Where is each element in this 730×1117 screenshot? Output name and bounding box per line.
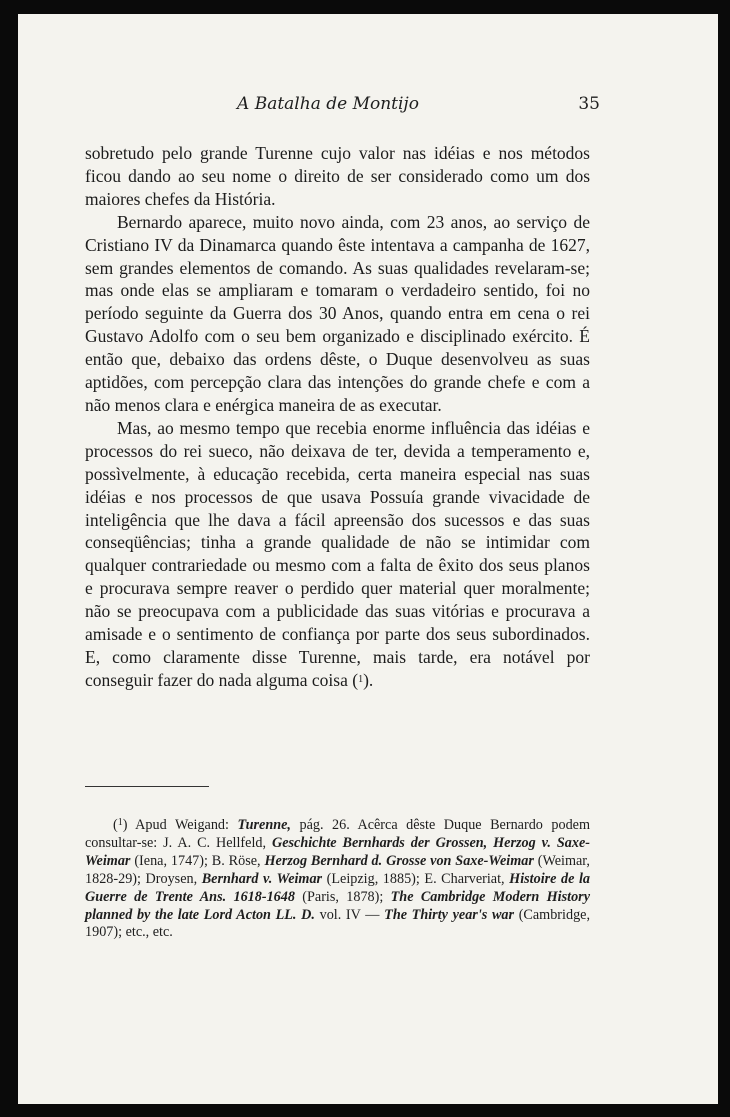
paragraph-1: sobretudo pelo grande Turenne cujo valor nas idéias e nos métodos ficou dando ao seu nome o direito de ser considerado como um dos maiores chefes da História. xyxy=(85,143,590,209)
footnote-marker: 1 xyxy=(117,817,123,828)
footnote-reference: 1 xyxy=(358,673,364,685)
fn-title-droysen: Bernhard v. Weimar xyxy=(201,870,323,887)
paragraph-3-text: Mas, ao mesmo tempo que recebia enorme influência das idéias e processos do rei sueco, não deixava de ter, devida a temperamento e, possìvelmente, à educação recebida, certa maneira especial nas suas idéias e nos processos de que usava Possuía grande vivacidade de inteligência que lhe dava a fácil apreensão dos sucessos e das suas conseqüências; tinha a grande qualidade de não se intimidar com qualquer contrariedade ou mesmo com a falta de êxito dos seus planos e procurava sempre reaver o perdido quer material quer moralmente; não se preocupava com a publicidade das suas vitórias e procurava a amisade e o sentimento de confiança por parte dos seus subordinados. E, como claramente disse Turenne, mais tarde, era notável por conseguir fazer do nada alguma coisa ( xyxy=(85,417,590,690)
fn-title-turenne: Turenne, xyxy=(237,817,291,833)
fn-text-3: (Iena, 1747); B. Röse, xyxy=(130,852,265,869)
footnote: ($^1$) Apud Weigand: Turenne, pág. 26. Acêrca dêste Duque Bernardo podem consultar-se: J. A. C. Hellfeld, Geschichte Bernhards der Grossen, Herzog v. Saxe-Weimar (Iena, 1747); B. Röse, Herzog Bernhard d. Grosse von Saxe-Weimar (Weimar, 1828-29); Droysen, Bernhard v. Weimar (Leipzig, 1885); E. Charveriat, Histoire de la Guerre de Trente Ans. 1618-1648 (Paris, 1878); The Cambridge Modern History planned by the late Lord Acton LL. D. vol. IV — The Thirty year's war (Cambridge, 1907); etc., etc. xyxy=(85,817,591,941)
book-page xyxy=(18,14,718,1104)
fn-text-4: (Weimar, 1828-29); Droysen, xyxy=(85,852,590,887)
fn-text-5: (Leipzig, 1885); E. Charveriat, xyxy=(322,870,510,887)
fn-title-charveriat: Histoire de la Guerre de Trente Ans. 1618-1648 xyxy=(85,870,590,905)
paragraph-3 xyxy=(85,417,590,692)
fn-title-thirty-years-war: The Thirty year's war xyxy=(384,906,515,923)
paragraph-3-end: ). xyxy=(363,669,374,690)
fn-text-2: pág. 26. Acêrca dêste Duque Bernardo podem consultar-se: J. A. C. Hellfeld, xyxy=(85,817,590,851)
fn-title-rose: Herzog Bernhard d. Grosse von Saxe-Weimar xyxy=(264,852,534,869)
running-head xyxy=(18,94,718,118)
running-title: A Batalha de Montijo xyxy=(237,94,419,114)
body-text xyxy=(85,142,590,692)
fn-text-6: (Paris, 1878); xyxy=(294,888,391,905)
fn-text-7: vol. IV — xyxy=(314,906,385,923)
fn-title-cambridge: The Cambridge Modern History planned by the late Lord Acton LL. D. xyxy=(85,888,590,923)
fn-title-hellfeld: Geschichte Bernhards der Grossen, Herzog v. Saxe-Weimar xyxy=(85,834,590,869)
fn-text-1: Apud Weigand: xyxy=(127,817,238,833)
footnote-divider xyxy=(85,786,209,787)
fn-text-8: (Cambridge, 1907); etc., etc. xyxy=(85,906,591,941)
paragraph-2: Bernardo aparece, muito novo ainda, com 23 anos, ao serviço de Cristiano IV da Dinamarca quando êste intentava a campanha de 1627, sem grandes elementos de comando. As suas qualidades revelaram-se; mas onde elas se ampliaram e tomaram o verdadeiro sentido, foi no período seguinte da Guerra dos 30 Anos, quando entra em cena o rei Gustavo Adolfo com o seu bem organizado e disciplinado exército. É então que, debaixo das ordens dêste, o Duque desenvolveu as suas aptidões, com percepção clara das intenções do grande chefe e com a não menos clara e enérgica maneira de as executar. xyxy=(85,211,590,415)
page-number: 35 xyxy=(578,94,600,114)
